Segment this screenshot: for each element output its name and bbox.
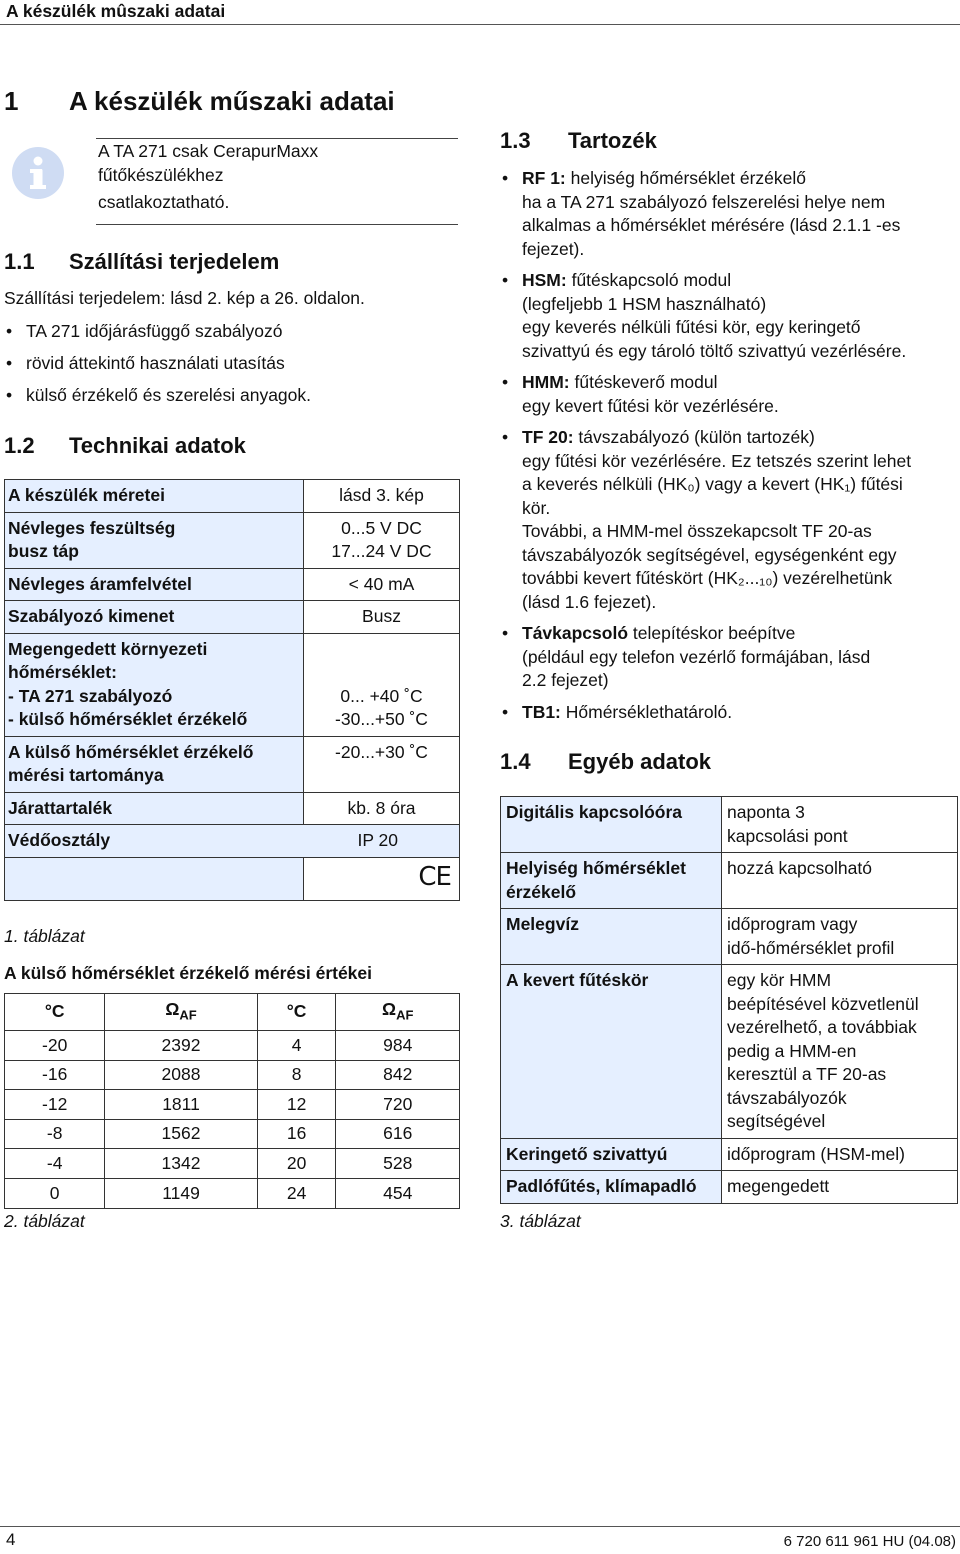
section-1-2-heading bbox=[4, 433, 246, 459]
document-id: 6 720 611 961 HU (04.08) bbox=[783, 1533, 956, 1550]
table-cell-label: A külső hőmérséklet érzékelő mérési tartománya bbox=[5, 736, 304, 792]
table-3-caption: 3. táblázat bbox=[500, 1211, 581, 1231]
table-2-title: A külső hőmérséklet érzékelő mérési értékei bbox=[4, 963, 373, 983]
table-row bbox=[501, 1138, 958, 1171]
accessories-list bbox=[500, 167, 958, 732]
protection-value: IP 20 bbox=[357, 830, 398, 850]
info-rule-top bbox=[96, 138, 458, 139]
table-cell-label: Helyiség hőmérséklet érzékelő bbox=[501, 853, 722, 909]
header-rule bbox=[0, 24, 960, 25]
section-title: Egyéb adatok bbox=[568, 749, 712, 774]
table-cell-label: Melegvíz bbox=[501, 909, 722, 965]
table-row-protection bbox=[5, 825, 460, 858]
info-rule-bottom bbox=[96, 224, 458, 225]
chapter-heading bbox=[4, 86, 395, 116]
table-cell-value: 0... +40 ˚C -30...+50 ˚C bbox=[304, 633, 460, 736]
protection-label: Védőosztály bbox=[8, 830, 111, 850]
table-row bbox=[501, 965, 958, 1139]
table-header-row bbox=[5, 994, 460, 1031]
ce-mark-icon: CE bbox=[418, 861, 451, 892]
table-cell-value: kb. 8 óra bbox=[304, 792, 460, 825]
table-2-caption: 2. táblázat bbox=[4, 1211, 85, 1231]
table-cell-value: időprogram (HSM-mel) bbox=[722, 1138, 958, 1171]
table-row: 0 1149 24 454 bbox=[5, 1178, 460, 1208]
table-cell-value: Busz bbox=[304, 601, 460, 634]
table-cell-label: Padlófűtés, klímapadló bbox=[501, 1171, 722, 1204]
table-row bbox=[5, 792, 460, 825]
table-cell-label: Névleges áramfelvétel bbox=[5, 568, 304, 601]
sensor-values-table bbox=[4, 993, 460, 1209]
footer-rule bbox=[0, 1526, 960, 1527]
table-cell-value: naponta 3 kapcsolási pont bbox=[722, 797, 958, 853]
section-number: 1.1 bbox=[4, 249, 35, 274]
section-title: Szállítási terjedelem bbox=[69, 249, 280, 274]
info-line: csatlakoztatható. bbox=[98, 192, 230, 212]
column-header: °C bbox=[5, 994, 105, 1031]
table-cell-label: Keringető szivattyú bbox=[501, 1138, 722, 1171]
section-number: 1.3 bbox=[500, 128, 531, 153]
list-item: • TB1: Hőmérséklethatároló. bbox=[500, 701, 958, 725]
table-cell-label: Szabályozó kimenet bbox=[5, 601, 304, 634]
table-cell-value: 0...5 V DC 17...24 V DC bbox=[304, 512, 460, 568]
section-1-3-heading bbox=[500, 128, 657, 154]
table-row bbox=[501, 909, 958, 965]
table-cell-empty bbox=[5, 857, 304, 900]
column-header: °C bbox=[257, 994, 336, 1031]
chapter-title: A készülék műszaki adatai bbox=[69, 86, 395, 116]
table-row bbox=[5, 633, 460, 736]
table-row: -20 2392 4 984 bbox=[5, 1031, 460, 1061]
section-1-4-heading bbox=[500, 749, 711, 775]
table-cell-ce bbox=[304, 857, 460, 900]
table-row: -4 1342 20 528 bbox=[5, 1149, 460, 1179]
table-row: -16 2088 8 842 bbox=[5, 1060, 460, 1090]
list-item: • TF 20: távszabályozó (külön tartozék) egy fűtési kör vezérlésére. Ez tetszés szerint lehet a keverés nélküli (HK₀) vagy a kevert (HK₁) fűtési kör. További, a HMM-mel összekapcsolt TF 20-as távszabályozók segítségével, egységenként egy további kevert fűtéskört (HK₂...₁₀) vezérelhetünk (lásd 1.6 fejezet). bbox=[500, 426, 958, 614]
header-title: A készülék mûszaki adatai bbox=[6, 1, 226, 21]
column-header: $\Omega_{AF}$ bbox=[336, 994, 460, 1031]
list-item: • TA 271 időjárásfüggő szabályozó bbox=[4, 320, 454, 352]
table-row: -8 1562 16 616 bbox=[5, 1119, 460, 1149]
other-data-table bbox=[500, 796, 958, 1204]
chapter-number: 1 bbox=[4, 86, 19, 116]
table-cell-label: Névleges feszültség busz táp bbox=[5, 512, 304, 568]
section-number: 1.2 bbox=[4, 433, 35, 458]
list-item: • RF 1: helyiség hőmérséklet érzékelő ha a TA 271 szabályozó felszerelési helye nem alkalmas a hőmérséklet mérésére (lásd 2.1.1 -es fejezet). bbox=[500, 167, 958, 261]
table-cell-label: Megengedett környezeti hőmérséklet: - TA 271 szabályozó - külső hőmérséklet érzékelő bbox=[5, 633, 304, 736]
table-row bbox=[5, 568, 460, 601]
technical-data-table bbox=[4, 479, 460, 901]
list-item: • Távkapcsoló telepítéskor beépítve (például egy telefon vezérlő formájában, lásd 2.2 fejezet) bbox=[500, 622, 958, 693]
table-cell-value: egy kör HMM beépítésével közvetlenül vezérelhető, a továbbiak pedig a HMM-en keresztül a TF 20-as távszabályozók segítségével bbox=[722, 965, 958, 1139]
list-item: • rövid áttekintő használati utasítás bbox=[4, 352, 454, 384]
section-title: Tartozék bbox=[568, 128, 657, 153]
table-row: -12 1811 12 720 bbox=[5, 1090, 460, 1120]
section-number: 1.4 bbox=[500, 749, 531, 774]
table-row bbox=[501, 1171, 958, 1204]
section-title: Technikai adatok bbox=[69, 433, 246, 458]
info-line: A TA 271 csak CerapurMaxx bbox=[98, 141, 319, 161]
table-cell-value: -20...+30 ˚C bbox=[304, 736, 460, 792]
table-cell-value: hozzá kapcsolható bbox=[722, 853, 958, 909]
table-row bbox=[501, 797, 958, 853]
table-row bbox=[501, 853, 958, 909]
info-note bbox=[98, 140, 398, 215]
delivery-list bbox=[4, 320, 454, 416]
table-1-caption: 1. táblázat bbox=[4, 926, 85, 946]
list-item: • HMM: fűtéskeverő modul egy kevert fűtési kör vezérlésére. bbox=[500, 371, 958, 418]
column-header: $\Omega_{AF}$ bbox=[105, 994, 257, 1031]
table-row bbox=[5, 480, 460, 513]
table-cell-label: A kevert fűtéskör bbox=[501, 965, 722, 1139]
table-row bbox=[5, 601, 460, 634]
table-cell-label: Járattartalék bbox=[5, 792, 304, 825]
list-item: • külső érzékelő és szerelési anyagok. bbox=[4, 384, 454, 416]
table-row-ce bbox=[5, 857, 460, 900]
table-cell-value: időprogram vagy idő-hőmérséklet profil bbox=[722, 909, 958, 965]
table-cell-label: A készülék méretei bbox=[5, 480, 304, 513]
section-1-1-heading bbox=[4, 249, 279, 275]
table-cell-label: Digitális kapcsolóóra bbox=[501, 797, 722, 853]
table-cell-value: lásd 3. kép bbox=[304, 480, 460, 513]
table-cell-protection bbox=[5, 825, 460, 858]
list-item: • HSM: fűtéskapcsoló modul (legfeljebb 1 HSM használható) egy keverés nélküli fűtési kör, egy keringető szivattyú és egy tároló töltő szivattyú vezérlésére. bbox=[500, 269, 958, 363]
table-row bbox=[5, 736, 460, 792]
table-cell-value: megengedett bbox=[722, 1171, 958, 1204]
page-number: 4 bbox=[6, 1530, 16, 1549]
delivery-intro: Szállítási terjedelem: lásd 2. kép a 26. oldalon. bbox=[4, 288, 365, 308]
info-line: fűtőkészülékhez bbox=[98, 164, 224, 185]
table-row bbox=[5, 512, 460, 568]
table-cell-value: < 40 mA bbox=[304, 568, 460, 601]
info-icon bbox=[10, 145, 66, 201]
